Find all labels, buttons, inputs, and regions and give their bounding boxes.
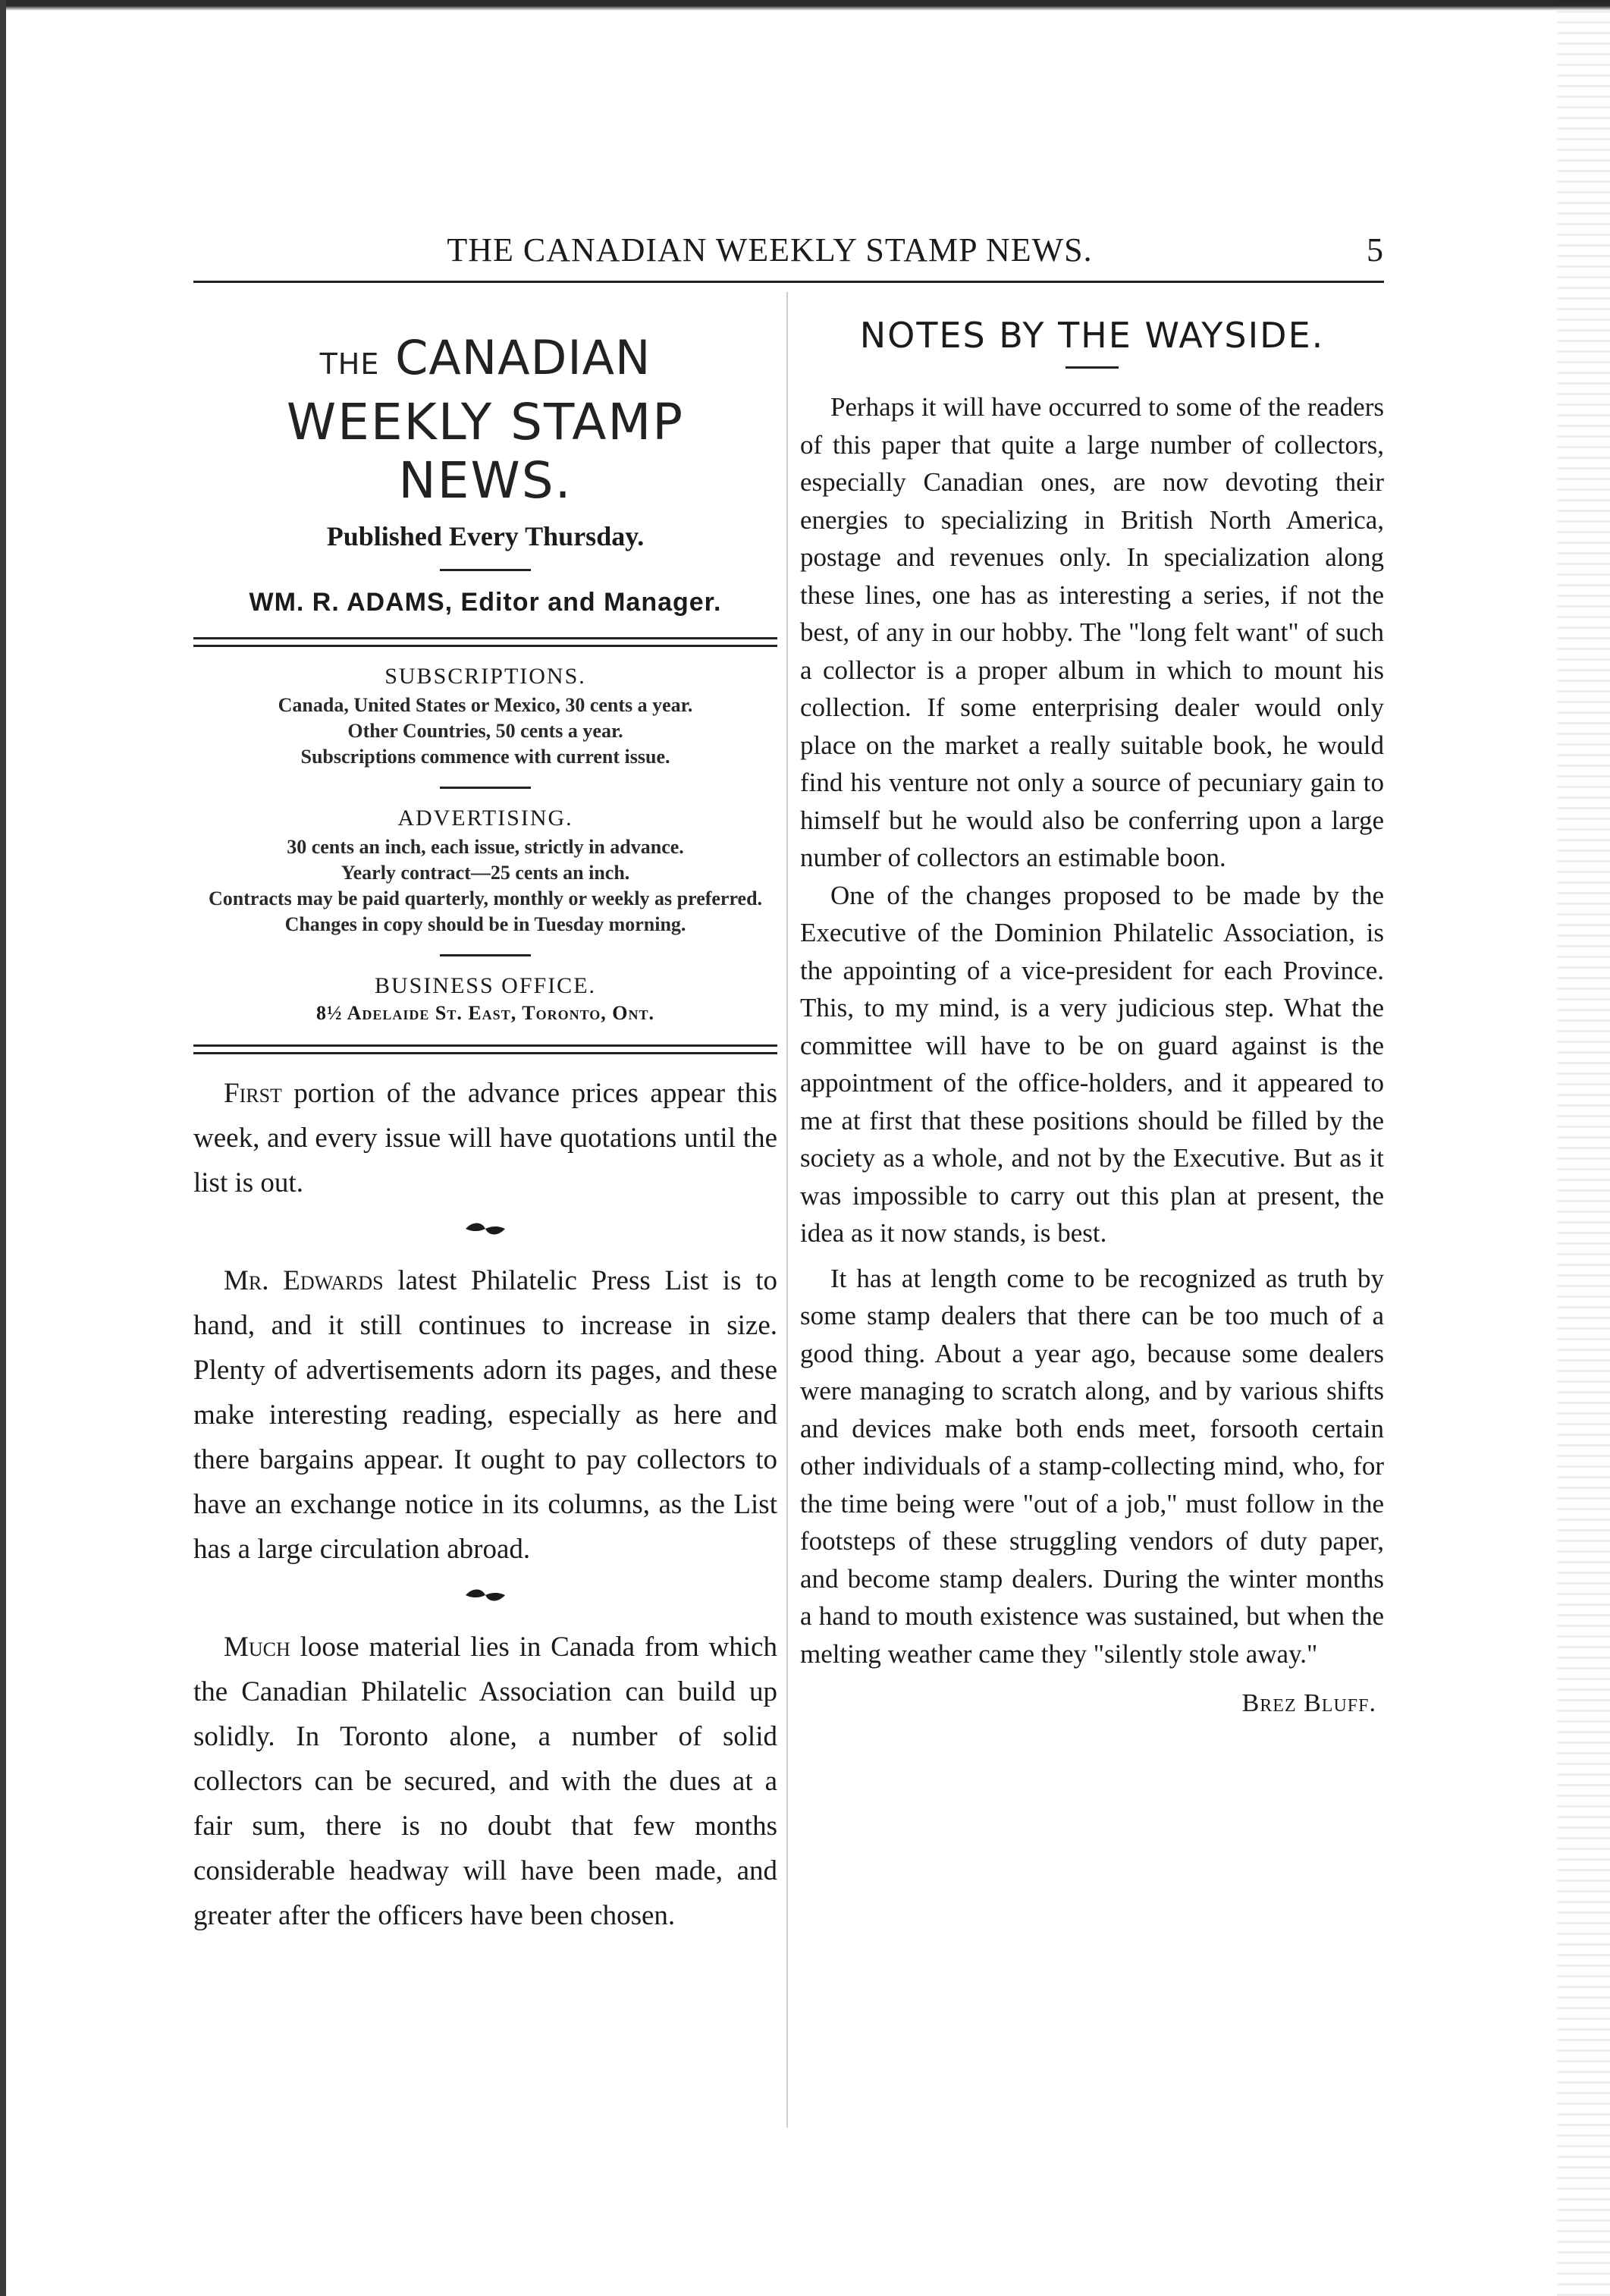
- masthead-line1: [193, 330, 777, 385]
- paragraph-text: loose material lies in Canada from which the Canadian Philatelic Association can build up solidly. In Toronto alone, a number of solid collectors can be secured, and with the dues at a fair sum, there is no doubt that few months considerable headway will have been made, and greater after the officers have been chosen.: [193, 1632, 777, 1931]
- article-paragraph: It has at length come to be recognized as truth by some stamp dealers that there can be too much of a good thing. About a year ago, because some dealers were managing to scratch along, and by various shifts and devices make both ends meet, forsooth certain other individuals of a stamp-collecting mind, who, for the time being were "out of a job," must follow in the footsteps of these struggling vendors of duty paper, and become stamp dealers. During the winter months a hand to mouth existence was sustained, but when the melting weather came they "silently stole away.": [800, 1263, 1384, 1669]
- lead-word: Mr. Edwards: [224, 1265, 384, 1296]
- double-rule: [193, 637, 777, 647]
- column-separator: [786, 292, 788, 2128]
- author-signature: Brez Bluff.: [1241, 1689, 1376, 1717]
- running-head: [193, 228, 1384, 273]
- subscriptions-heading: SUBSCRIPTIONS.: [384, 664, 586, 689]
- paragraph-text: latest Philatelic Press List is to hand, and it still continues to increase in size. Plenty of advertisements adorn its pages, and these make interesting reading, especially as here and there bargains appear. It ought to pay collectors to have an exchange notice in its columns, as the List has a large circulation abroad.: [193, 1265, 777, 1565]
- running-title: THE CANADIAN WEEKLY STAMP NEWS.: [447, 231, 1093, 269]
- article-title: NOTES BY THE WAYSIDE.: [859, 315, 1325, 356]
- fleuron-ornament-icon: [193, 1585, 777, 1608]
- published-line: Published Every Thursday.: [326, 521, 645, 551]
- office-address: 8½ Adelaide St. East, Toronto, Ont.: [316, 1002, 654, 1024]
- advertising-heading: ADVERTISING.: [397, 806, 573, 831]
- masthead-the: THE: [319, 347, 380, 381]
- double-rule: [193, 1044, 777, 1054]
- newspaper-page: [193, 228, 1384, 2169]
- article-paragraph: [193, 1625, 777, 1938]
- lead-word: Much: [224, 1632, 290, 1663]
- article-paragraph: [193, 1071, 777, 1205]
- subscriptions-line: Other Countries, 50 cents a year.: [347, 720, 623, 742]
- article-paragraph: One of the changes proposed to be made by the Executive of the Dominion Philatelic Association, is the appointing of a vice-president for each Province. This, to my mind, is a very judicious step. What the committee will have to be on guard against is the appointment of the office-holders, and it appeared to me at first that these positions should be filled by the society as a whole, and not by the Executive. But as it was impossible to carry out this plan at present, the idea as it now stands, is best.: [800, 880, 1384, 1248]
- scan-border-top: [0, 0, 1610, 11]
- masthead-line2: WEEKLY STAMP NEWS.: [286, 393, 685, 510]
- office-heading: BUSINESS OFFICE.: [374, 973, 597, 998]
- page-number: 5: [1367, 231, 1384, 269]
- subscriptions-line: Canada, United States or Mexico, 30 cents a year.: [278, 694, 693, 716]
- short-rule: [440, 787, 531, 789]
- scan-noise-right: [1557, 0, 1610, 2296]
- short-rule: [1065, 366, 1119, 369]
- masthead-canadian: CANADIAN: [395, 330, 651, 385]
- paragraph-text: portion of the advance prices appear this week, and every issue will have quotations until the list is out.: [193, 1078, 777, 1198]
- header-rule: [193, 281, 1384, 283]
- scan-border-left: [0, 0, 6, 2296]
- article-paragraph: [193, 1258, 777, 1572]
- short-rule: [440, 569, 531, 571]
- short-rule: [440, 954, 531, 956]
- subscriptions-line: Subscriptions commence with current issue.: [300, 746, 670, 768]
- advertising-line: Contracts may be paid quarterly, monthly or weekly as preferred.: [208, 887, 763, 909]
- advertising-line: Changes in copy should be in Tuesday morning.: [284, 913, 686, 935]
- fleuron-ornament-icon: [193, 1219, 777, 1242]
- lead-word: First: [224, 1078, 282, 1109]
- editor-line: WM. R. ADAMS, Editor and Manager.: [249, 588, 722, 617]
- left-column: [193, 292, 777, 1938]
- right-column: [800, 292, 1384, 1718]
- advertising-line: Yearly contract—25 cents an inch.: [341, 862, 630, 884]
- article-paragraph: Perhaps it will have occurred to some of the readers of this paper that quite a large number of collectors, especially Canadian ones, are now devoting their energies to specializing in British North America, postage and revenues only. In specialization along these lines, one has as interesting a series, if not the best, of any in our hobby. The "long felt want" of such a collector is a proper album in which to mount his collection. If some enterprising dealer would only place on the market a really suitable book, he would find his venture not only a source of pecuniary gain to himself but he would also be conferring upon a large number of collectors an estimable boon.: [800, 392, 1384, 872]
- advertising-line: 30 cents an inch, each issue, strictly in advance.: [287, 836, 684, 858]
